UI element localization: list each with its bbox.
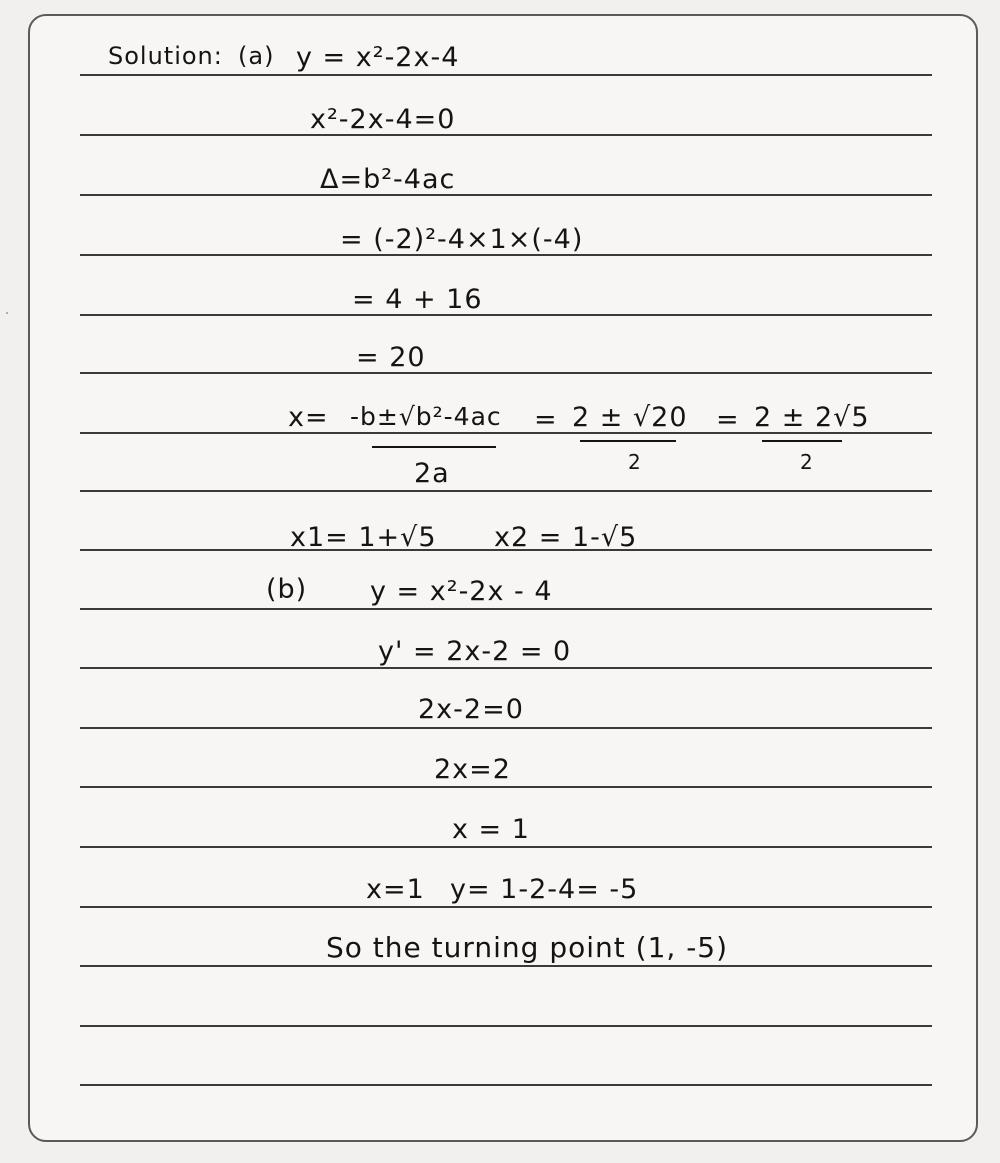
ruled-line — [80, 786, 932, 788]
quadratic-step2-denominator: 2 — [628, 450, 642, 474]
x-value: x=1 — [366, 874, 425, 905]
y-value: y= 1-2-4= -5 — [450, 874, 639, 905]
derivative-step-1: 2x-2=0 — [418, 694, 524, 725]
part-b-equation: y = x²-2x - 4 — [370, 576, 553, 607]
fraction-bar — [762, 440, 842, 442]
equals-sign-2: = — [716, 404, 740, 435]
root-2: x2 = 1-√5 — [494, 522, 638, 553]
solution-title: Solution: — [108, 42, 223, 70]
quadratic-lhs: x= — [288, 402, 329, 433]
ruled-line — [80, 74, 932, 76]
discriminant-sum: = 4 + 16 — [352, 284, 483, 315]
quadratic-numerator: -b±√b²-4ac — [350, 402, 502, 431]
part-a-label: (a) — [238, 42, 275, 70]
fraction-bar — [580, 440, 676, 442]
discriminant-formula: Δ=b²-4ac — [320, 164, 456, 195]
quadratic-step3-numerator: 2 ± 2√5 — [754, 402, 870, 433]
ruled-line — [80, 608, 932, 610]
ruled-line — [80, 314, 932, 316]
part-a-line-1: x²-2x-4=0 — [310, 104, 456, 135]
derivative-line: y' = 2x-2 = 0 — [378, 636, 572, 667]
derivative-step-2: 2x=2 — [434, 754, 511, 785]
ruled-line — [80, 667, 932, 669]
ruled-line — [80, 846, 932, 848]
root-1: x1= 1+√5 — [290, 522, 437, 553]
ruled-line — [80, 194, 932, 196]
ruled-line — [80, 965, 932, 967]
equals-sign-1: = — [534, 404, 558, 435]
part-a-equation: y = x²-2x-4 — [296, 42, 460, 73]
ruled-line — [80, 134, 932, 136]
quadratic-step3-denominator: 2 — [800, 450, 814, 474]
discriminant-substitution: = (-2)²-4×1×(-4) — [340, 224, 584, 255]
part-b-label: (b) — [266, 574, 308, 605]
turning-point-conclusion: So the turning point (1, -5) — [326, 931, 729, 964]
quadratic-denominator: 2a — [414, 458, 450, 489]
quadratic-step2-numerator: 2 ± √20 — [572, 402, 688, 433]
paper-speck — [6, 312, 8, 314]
discriminant-value: = 20 — [356, 342, 426, 373]
fraction-bar — [372, 446, 496, 448]
ruled-line — [80, 372, 932, 374]
ruled-line — [80, 727, 932, 729]
ruled-line — [80, 490, 932, 492]
ruled-line — [80, 906, 932, 908]
ruled-line — [80, 1084, 932, 1086]
ruled-line — [80, 1025, 932, 1027]
derivative-step-3: x = 1 — [452, 814, 530, 845]
